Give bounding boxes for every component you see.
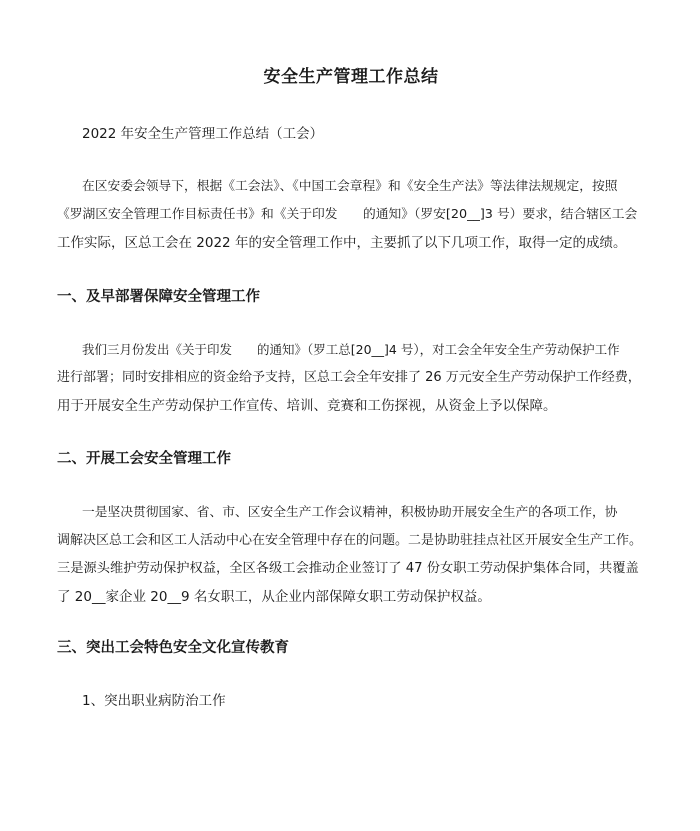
section-2-line-2: 调解决区总工会和区工人活动中心在安全管理中存在的问题。二是协助驻挂点社区开展安全生产工作。 xyxy=(57,533,643,548)
section-1-line-3: 用于开展安全生产劳动保护工作宣传、培训、竞赛和工伤探视，从资金上予以保障。 xyxy=(57,398,557,414)
section-3-heading: 三、突出工会特色安全文化宣传教育 xyxy=(57,640,289,656)
intro-line-1: 在区安委会领导下，根据《工会法》、《中国工会章程》和《安全生产法》等法律法规规定，按照 xyxy=(82,179,618,194)
section-2-line-4: 了 20__家企业 20__9 名女职工，从企业内部保障女职工劳动保护权益。 xyxy=(57,589,491,605)
document-subtitle: 2022 年安全生产管理工作总结（工会） xyxy=(82,126,324,142)
section-2-line-3: 三是源头维护劳动保护权益，全区各级工会推动企业签订了 47 份女职工劳动保护集体合同，共覆盖 xyxy=(57,561,639,576)
section-1-line-2: 进行部署；同时安排相应的资金给予支持，区总工会全年安排了 26 万元安全生产劳动保护工作经费， xyxy=(57,370,641,385)
section-2-heading: 二、开展工会安全管理工作 xyxy=(57,451,231,467)
intro-paragraph xyxy=(57,173,645,257)
section-1-heading: 一、及早部署保障安全管理工作 xyxy=(57,289,260,305)
section-3-item-1: 1、突出职业病防治工作 xyxy=(82,693,226,709)
section-1-line-1: 我们三月份发出《关于印发 的通知》（罗工总[20__]4 号），对工会全年安全生产劳动保护工作 xyxy=(82,342,620,357)
intro-line-2: 《罗湖区安全管理工作目标责任书》和《关于印发 的通知》（罗安[20__]3 号）要求，结合辖区工会 xyxy=(57,207,638,222)
section-1-paragraph xyxy=(57,336,645,420)
section-2-line-1: 一是坚决贯彻国家、省、市、区安全生产工作会议精神，积极协助开展安全生产的各项工作，协 xyxy=(82,505,618,520)
section-2-paragraph xyxy=(57,499,645,611)
document-page xyxy=(57,0,645,831)
intro-line-3: 工作实际，区总工会在 2022 年的安全管理工作中，主要抓了以下几项工作，取得一定的成绩。 xyxy=(57,235,627,251)
document-title: 安全生产管理工作总结 xyxy=(263,67,439,87)
